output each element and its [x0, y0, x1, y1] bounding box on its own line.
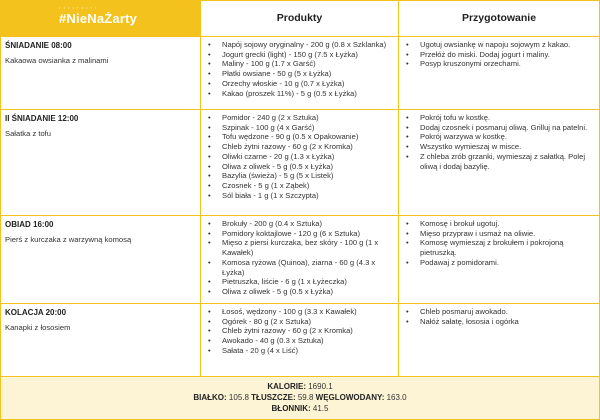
meal-name: ŚNIADANIE 08:00: [5, 41, 72, 50]
product-item: • Szpinak - 100 g (4 x Garść): [205, 123, 394, 133]
preparation-step: • Mięso przypraw i usmaż na oliwie.: [403, 229, 593, 239]
fiber-label: BŁONNIK:: [271, 404, 311, 414]
preparation-list: [403, 307, 593, 326]
meal-cell: [1, 37, 201, 109]
calories-value: 1690.1: [308, 381, 333, 391]
protein-label: BIAŁKO:: [193, 392, 227, 402]
products-cell: [201, 37, 399, 109]
fat-label: TŁUSZCZE:: [251, 392, 296, 402]
products-list: [205, 113, 394, 200]
preparation-step: • Posyp kruszonymi orzechami.: [403, 59, 593, 69]
product-item: • Mięso z piersi kurczaka, bez skóry - 100 g (1 x Kawałek): [205, 238, 394, 257]
preparation-list: [403, 113, 593, 171]
products-cell: [201, 304, 399, 376]
protein-value: 105.8: [228, 392, 252, 402]
meal-row-dinner: [1, 303, 599, 376]
product-item: • Płatki owsiane - 50 g (5 x Łyżka): [205, 69, 394, 79]
logo-text: #NieNaŻarty: [59, 11, 138, 26]
preparation-step: • Z chleba zrób grzanki, wymieszaj z sałatką. Polej oliwą i dodaj bazylię.: [403, 152, 593, 171]
meal-cell: [1, 216, 201, 303]
summary-fiber: [272, 404, 329, 414]
meal-description: Sałatka z tofu: [5, 129, 52, 139]
product-item: • Orzechy włoskie - 10 g (0.7 x Łyżka): [205, 79, 394, 89]
product-item: • Pomidory koktajlowe - 120 g (6 x Sztuka): [205, 229, 394, 239]
product-item: • Oliwki czarne - 20 g (1.3 x Łyżka): [205, 152, 394, 162]
preparation-list: [403, 40, 593, 69]
meal-name: KOLACJA 20:00: [5, 308, 67, 317]
product-item: • Oliwa z oliwek - 5 g (0.5 x Łyżka): [205, 287, 394, 297]
meal-cell: [1, 110, 201, 215]
meal-row-second-breakfast: [1, 109, 599, 215]
product-item: • Brokuły - 200 g (0.4 x Sztuka): [205, 219, 394, 229]
product-item: • Pietruszka, liście - 6 g (1 x Łyżeczka): [205, 277, 394, 287]
product-item: • Ogórek - 80 g (2 x Sztuka): [205, 317, 394, 327]
product-item: • Oliwa z oliwek - 5 g (0.5 x Łyżka): [205, 162, 394, 172]
product-item: • Tofu wędzone - 90 g (0.5 x Opakowanie): [205, 132, 394, 142]
preparation-step: • Przełóż do miski. Dodaj jogurt i maliny.: [403, 50, 593, 60]
summary-calories: [267, 382, 332, 392]
carbs-label: WĘGLOWODANY:: [315, 392, 385, 402]
preparation-step: • Pokrój tofu w kostkę.: [403, 113, 593, 123]
product-item: • Komosa ryżowa (Quinoa), ziarna - 60 g (4.3 x Łyżka): [205, 258, 394, 277]
product-item: • Kakao (proszek 11%) - 5 g (0.5 x Łyżka): [205, 89, 394, 99]
meal-row-lunch: [1, 215, 599, 303]
product-item: • Sól biała - 1 g (1 x Szczypta): [205, 191, 394, 201]
preparation-step: • Komosę i brokuł ugotuj.: [403, 219, 593, 229]
summary-macros: [193, 393, 406, 403]
preparation-list: [403, 219, 593, 268]
product-item: • Łosoś, wędzony - 100 g (3.3 x Kawałek): [205, 307, 394, 317]
products-list: [205, 219, 394, 297]
meal-description: Kakaowa owsianka z malinami: [5, 56, 109, 66]
preparation-cell: [399, 110, 599, 215]
fiber-value: 41.5: [312, 404, 329, 414]
preparation-step: • Komosę wymieszaj z brokułem i pokrojoną pietruszką.: [403, 238, 593, 257]
meal-name: OBIAD 16:00: [5, 220, 54, 229]
preparation-step: • Wszystko wymieszaj w misce.: [403, 142, 593, 152]
product-item: • Bazylia (świeża) - 5 g (5 x Listek): [205, 171, 394, 181]
logo: [1, 1, 201, 36]
product-item: • Czosnek - 5 g (1 x Ząbek): [205, 181, 394, 191]
calories-label: KALORIE:: [267, 381, 306, 391]
product-item: • Chleb żytni razowy - 60 g (2 x Kromka): [205, 142, 394, 152]
product-item: • Pomidor - 240 g (2 x Sztuka): [205, 113, 394, 123]
product-item: • Napój sojowy oryginalny - 200 g (0.8 x Szklanka): [205, 40, 394, 50]
preparation-step: • Podawaj z pomidorami.: [403, 258, 593, 268]
table-header: [1, 1, 599, 36]
meal-cell: [1, 304, 201, 376]
preparation-cell: [399, 216, 599, 303]
nutrition-summary: [1, 376, 599, 419]
carbs-value: 163.0: [386, 392, 407, 402]
preparation-step: • Pokrój warzywa w kostkę.: [403, 132, 593, 142]
product-item: • Sałata - 20 g (4 x Liść): [205, 346, 394, 356]
product-item: • Jogurt grecki (light) - 150 g (7.5 x Łyżka): [205, 50, 394, 60]
preparation-step: • Dodaj czosnek i posmaruj oliwą. Grilluj na patelni.: [403, 123, 593, 133]
products-cell: [201, 110, 399, 215]
header-przygotowanie: Przygotowanie: [461, 11, 537, 24]
meal-description: Pierś z kurczaka z warzywną komosą: [5, 235, 132, 245]
product-item: • Maliny - 100 g (1.7 x Garść): [205, 59, 394, 69]
meal-description: Kanapki z łososiem: [5, 323, 71, 333]
products-cell: [201, 216, 399, 303]
meal-name: II ŚNIADANIE 12:00: [5, 114, 79, 123]
meal-row-breakfast: [1, 36, 599, 109]
preparation-step: • Chleb posmaruj awokado.: [403, 307, 593, 317]
header-produkty: Produkty: [201, 1, 399, 36]
preparation-step: • Ugotuj owsiankę w napoju sojowym z kakao.: [403, 40, 593, 50]
preparation-cell: [399, 304, 599, 376]
products-list: [205, 40, 394, 98]
products-list: [205, 307, 394, 356]
preparation-cell: [399, 37, 599, 109]
logo-dots: • • • • • • • • •: [59, 5, 98, 10]
product-item: • Chleb żytni razowy - 60 g (2 x Kromka): [205, 326, 394, 336]
product-item: • Awokado - 40 g (0.3 x Sztuka): [205, 336, 394, 346]
preparation-step: • Nałóż sałatę, łososia i ogórka: [403, 317, 593, 327]
fat-value: 59.8: [297, 392, 316, 402]
